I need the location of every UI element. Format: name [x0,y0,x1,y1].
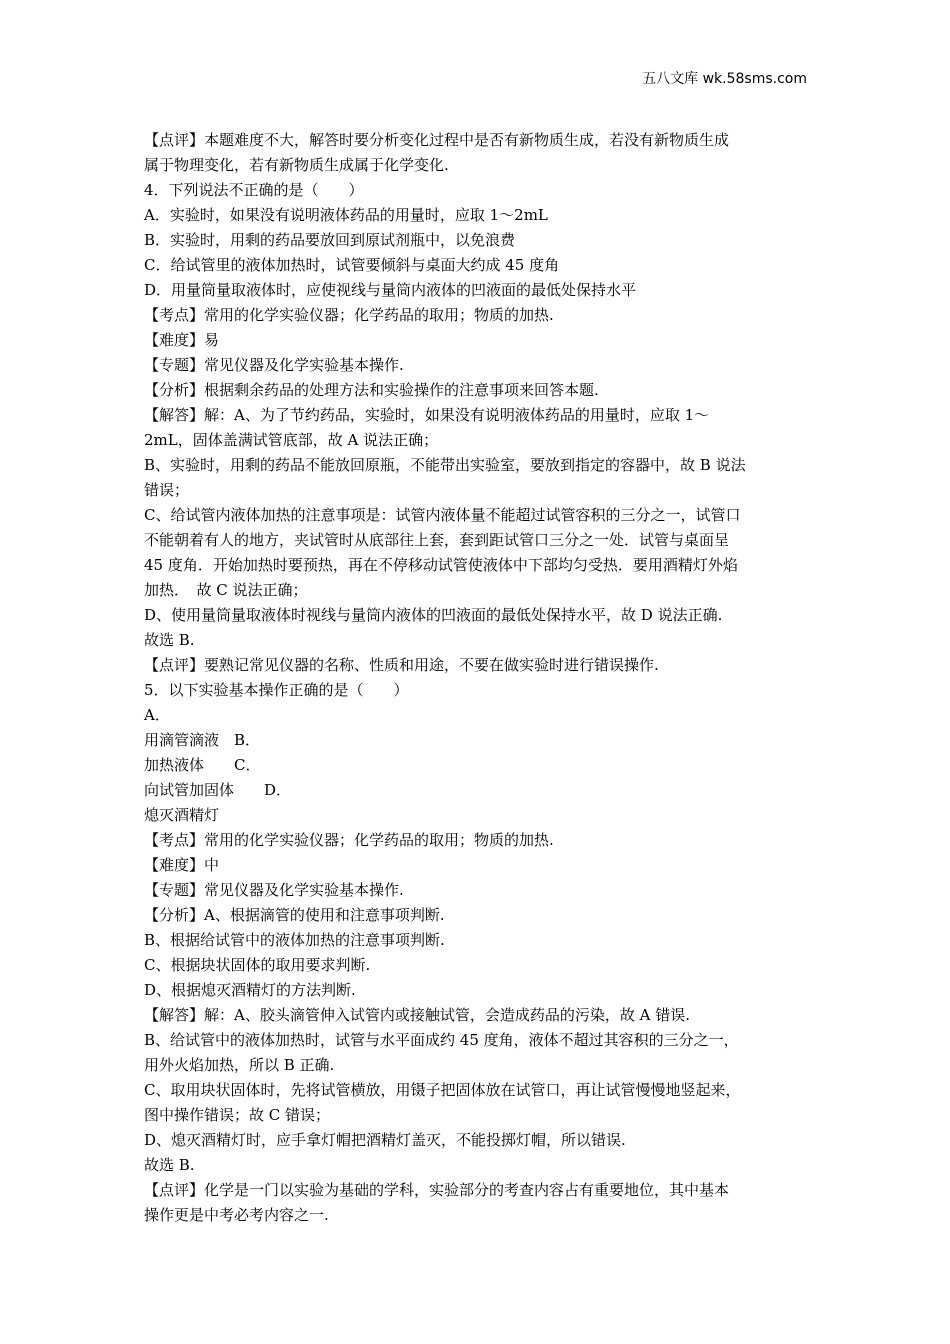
text-line: 用外火焰加热，所以 B 正确. [144,1056,335,1074]
option-b: B．实验时，用剩的药品要放回到原试剂瓶中，以免浪费 [144,231,516,249]
text-line: B、根据给试管中的液体加热的注意事项判断. [144,931,445,949]
text-line: C、根据块状固体的取用要求判断. [144,956,371,974]
text-line: C、取用块状固体时，先将试管横放，用镊子把固体放在试管口，再让试管慢慢地竖起来， [144,1081,741,1099]
text-line: D、熄灭酒精灯时，应手拿灯帽把酒精灯盖灭，不能投掷灯帽，所以错误. [144,1131,626,1149]
text-line: 错误； [144,481,190,499]
text-line: 【难度】中 [144,856,220,874]
text-line: 【考点】常用的化学实验仪器；化学药品的取用；物质的加热. [144,831,554,849]
text-line: D、根据熄灭酒精灯的方法判断. [144,981,356,999]
text-line: 属于物理变化，若有新物质生成属于化学变化. [144,156,449,174]
text-line: 【专题】常见仪器及化学实验基本操作. [144,356,404,374]
text-line: 【专题】常见仪器及化学实验基本操作. [144,881,404,899]
option-b: 用滴管滴液 B． [144,731,261,749]
text-line: 【解答】解：A、为了节约药品，实验时，如果没有说明液体药品的用量时，应取 1～ [144,406,710,424]
option-c: C．给试管里的液体加热时，试管要倾斜与桌面大约成 45 度角 [144,256,560,274]
text-line: 2mL，固体盖满试管底部，故 A 说法正确； [144,431,439,449]
text-line: 【点评】化学是一门以实验为基础的学科，实验部分的考查内容占有重要地位，其中基本 [144,1181,730,1199]
question-5-stem: 5．以下实验基本操作正确的是（ ） [144,681,409,699]
text-line: 故选 B. [144,1156,195,1174]
document-body [144,128,809,1228]
text-line: 45 度角．开始加热时要预热，再在不停移动试管使液体中下部均匀受热．要用酒精灯外焰 [144,556,738,574]
option-d: D．用量筒量取液体时，应使视线与量筒内液体的凹液面的最低处保持水平 [144,281,637,299]
text-line: D、使用量筒量取液体时视线与量筒内液体的凹液面的最低处保持水平，故 D 说法正确. [144,606,723,624]
text-line: 故选 B. [144,631,195,649]
option-d: 向试管加固体 D． [144,781,292,799]
page-header: 五八文库 wk.58sms.com [642,71,807,87]
option-c: 加热液体 C． [144,756,261,774]
text-line: B、实验时，用剩的药品不能放回原瓶，不能带出实验室，要放到指定的容器中，故 B 说法 [144,456,746,474]
text-line: 加热． 故 C 说法正确； [144,581,308,599]
text-line: 【解答】解：A、胶头滴管伸入试管内或接触试管，会造成药品的污染，故 A 错误. [144,1006,690,1024]
text-line: 不能朝着有人的地方，夹试管时从底部往上套，套到距试管口三分之一处．试管与桌面呈 [144,531,730,549]
text-line: 【点评】要熟记常见仪器的名称、性质和用途，不要在做实验时进行错误操作. [144,656,659,674]
text-line: 熄灭酒精灯 [144,806,220,824]
text-line: B、给试管中的液体加热时，试管与水平面成约 45 度角，液体不超过其容积的三分之一， [144,1031,739,1049]
option-a: A． [144,706,170,724]
text-line: 操作更是中考必考内容之一. [144,1206,329,1224]
text-line: 图中操作错误；故 C 错误； [144,1106,331,1124]
question-4-stem: 4．下列说法不正确的是（ ） [144,181,364,199]
text-line: 【分析】根据剩余药品的处理方法和实验操作的注意事项来回答本题. [144,381,599,399]
text-line: 【考点】常用的化学实验仪器；化学药品的取用；物质的加热. [144,306,554,324]
text-line: 【分析】A、根据滴管的使用和注意事项判断. [144,906,445,924]
text-line: 【点评】本题难度不大，解答时要分析变化过程中是否有新物质生成，若没有新物质生成 [144,131,730,149]
option-a: A．实验时，如果没有说明液体药品的用量时，应取 1～2mL [144,206,548,224]
text-line: 【难度】易 [144,331,220,349]
text-line: C、给试管内液体加热的注意事项是：试管内液体量不能超过试管容积的三分之一，试管口 [144,506,741,524]
